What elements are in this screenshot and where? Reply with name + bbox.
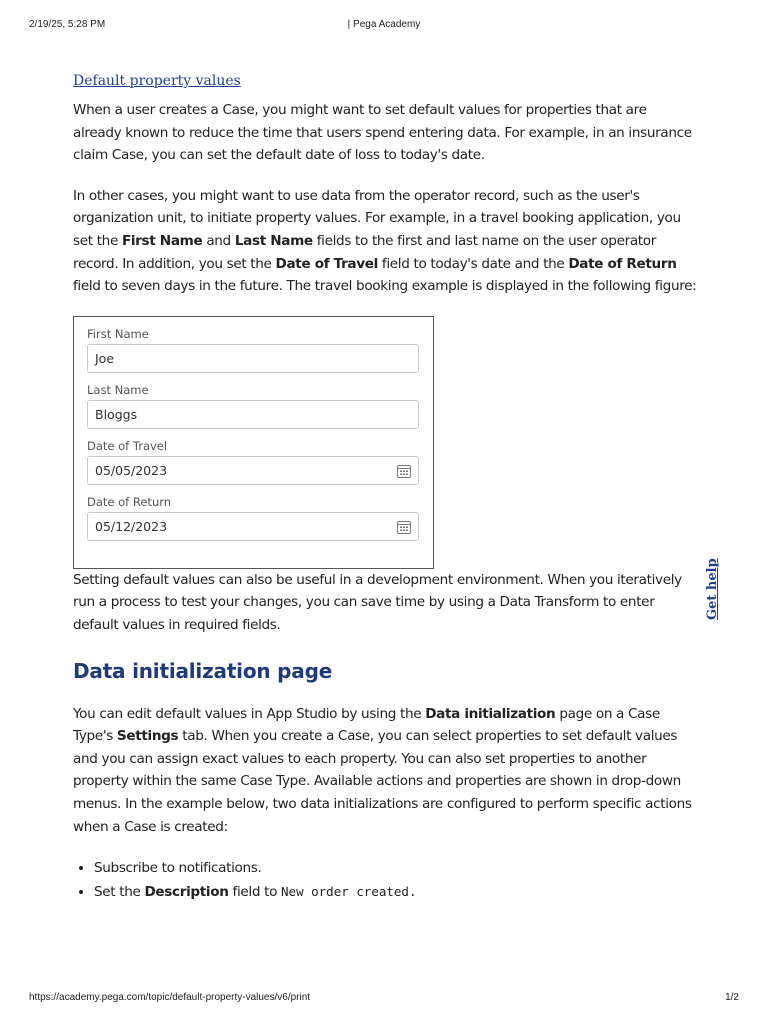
paragraph-intro: When a user creates a Case, you might want to set default values for properties that are already known to reduce the time that users spend entering data. For example, in an insurance claim Case, you can set the default date of loss to today's date. [73,102,692,164]
section-link-default-property-values[interactable]: Default property values [73,73,241,89]
date-of-travel-value: 05/05/2023 [95,462,168,478]
calendar-icon[interactable] [397,464,411,478]
heading-data-initialization-page: Data initialization page [73,658,333,683]
calendar-icon[interactable] [397,520,411,534]
list-item: • Set the Description field to New order created. [94,880,698,904]
list-item: • Subscribe to notifications. [94,856,698,880]
article-content [73,70,698,904]
date-of-return-label: Date of Return [87,494,172,509]
initialization-list [73,856,698,904]
get-help-link[interactable]: Get help [705,558,720,620]
page-number: 1/2 [725,992,739,1003]
date-of-travel-field[interactable] [87,456,419,485]
first-name-label: First Name [87,326,149,341]
paragraph-development-environment: Setting default values can also be useful in a development environment. When you iteratively run a process to test your changes, you can save time by using a Data Transform to enter default values in required fields. [73,571,682,633]
last-name-label: Last Name [87,382,149,397]
date-of-return-value: 05/12/2023 [95,518,168,534]
paragraph-data-initialization: You can edit default values in App Studio by using the Data initialization page on a Case Type's Settings tab. When you create a Case, you can select properties to set default values and you can assign exact values to each property. You can also set properties to another property within the same Case Type. Available actions and properties are shown in drop-down menus. In the example below, two data initializations are configured to perform specific actions when a Case is created: [73,705,692,835]
travel-booking-figure [73,316,434,569]
last-name-field[interactable]: Bloggs [87,400,419,429]
date-of-travel-label: Date of Travel [87,438,168,453]
print-timestamp: 2/19/25, 5:28 PM [29,19,106,30]
print-url: https://academy.pega.com/topic/default-property-values/v6/print [29,992,311,1003]
paragraph-operator-record: In other cases, you might want to use data from the operator record, such as the user's organization unit, to initiate property values. For example, in a travel booking application, you set the First Name and Last Name fields to the first and last name on the user operator record. In addition, you set the Date of Travel field to today's date and the Date of Return field to seven days in the future. The travel booking example is displayed in the following figure: [73,187,697,295]
date-of-return-field[interactable] [87,512,419,541]
print-title: | Pega Academy [347,19,421,30]
first-name-field[interactable]: Joe [87,344,419,373]
